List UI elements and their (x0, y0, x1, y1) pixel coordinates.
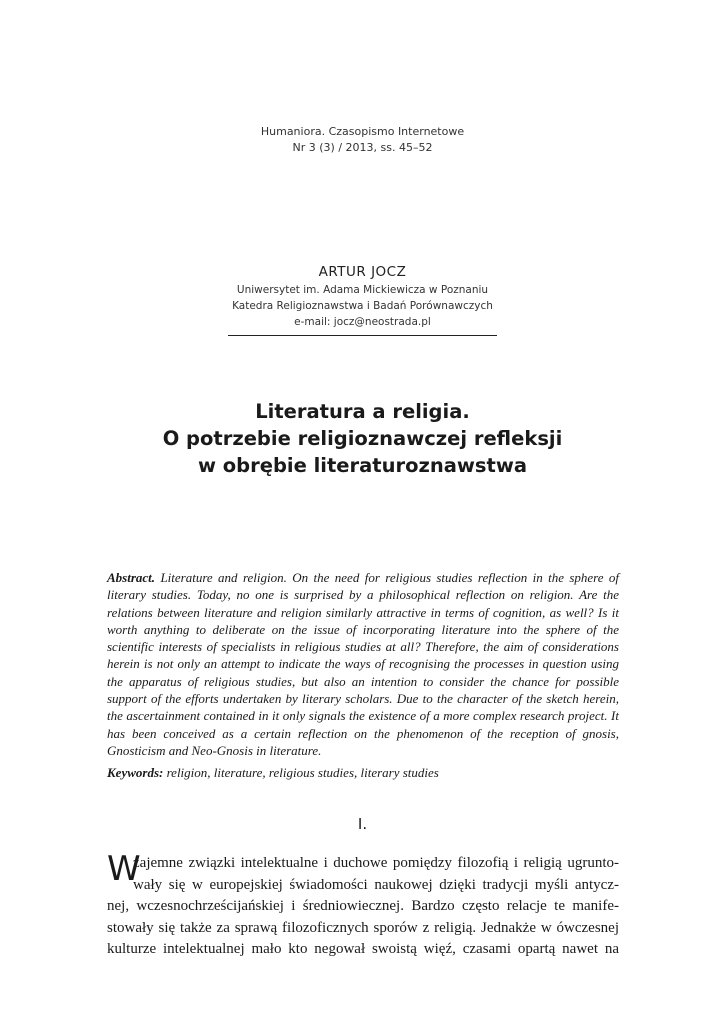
keywords-label: Keywords: (107, 765, 164, 780)
author-block (0, 262, 725, 330)
keywords-text: religion, literature, religious studies, literary studies (166, 765, 439, 780)
body-paragraph (107, 849, 619, 961)
body-line: stowały się także za sprawą filozoficznych sporów z religią. Jednakże w ówczesnej (107, 919, 619, 936)
journal-issue: Nr 3 (3) / 2013, ss. 45–52 (292, 141, 433, 154)
abstract (107, 569, 619, 759)
journal-name: Humaniora. Czasopismo Internetowe (260, 125, 465, 138)
paper-title (0, 398, 725, 479)
section-heading: I. (357, 815, 368, 833)
body-line: kulturze intelektualnej mało kto negował swoistą więź, czasami opartą nawet na (107, 941, 619, 958)
body-line: nej, wczesnochrześcijańskiej i średniowiecznej. Bardzo często relacje te manife- (107, 898, 619, 915)
title-line-1: Literatura a religia. (255, 400, 470, 423)
body-line: wały się w europejskiej świadomości naukowej dzięki tradycji myśli antycz- (133, 876, 619, 893)
abstract-label: Abstract. (107, 570, 156, 585)
affiliation-department: Katedra Religioznawstwa i Badań Porównawczych (232, 300, 493, 312)
drop-cap: W (107, 849, 141, 889)
affiliation-university: Uniwersytet im. Adama Mickiewicza w Poznaniu (236, 284, 489, 296)
journal-header (0, 124, 725, 156)
author-email: e-mail: jocz@neostrada.pl (294, 316, 431, 328)
body-line: zajemne związki intelektualne i duchowe pomiędzy filozofią i religią ugrunto- (133, 855, 619, 871)
keywords (107, 764, 619, 781)
author-divider (228, 335, 497, 336)
abstract-text: Literature and religion. On the need for religious studies reflection in the sphere of literary studies. Today, no one is surprised by a philosophical reflection on religion. Are the relations between literature and religion similarly attractive in terms of cognition, as well? Is it worth anything to deliberate on the issue of incorporating literature into the sphere of the scientific interests of specialists in religious studies at all? Therefore, the aim of considerations herein is not only an attempt to indicate the ways of recognising the processes in question using the apparatus of religious studies, but also an intention to consider the chance for possible support of the efforts undertaken by literary scholars. Due to the character of the sketch herein, the ascertainment contained in it only signals the existence of a more complex research project. It has been conceived as a certain reflection on the phenomenon of the reception of gnosis, Gnosticism and Neo-Gnosis in literature. (107, 570, 620, 758)
title-line-3: w obrębie literaturoznawstwa (197, 454, 528, 477)
title-line-2: O potrzebie religioznawczej refleksji (162, 427, 563, 450)
author-name: ARTUR JOCZ (318, 264, 407, 280)
